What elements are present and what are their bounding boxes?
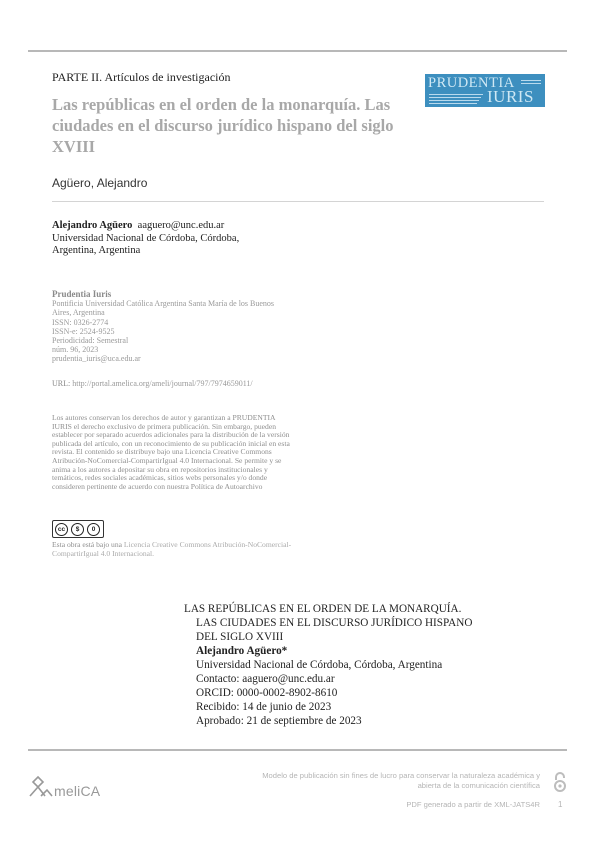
journal-info-line: ISSN-e: 2524-9525: [52, 326, 115, 336]
heading-received: Recibido: 14 de junio de 2023: [196, 701, 332, 713]
footer-rule: [28, 749, 567, 751]
author-affiliation: [52, 220, 239, 258]
logo-word-iuris: IURIS: [487, 87, 534, 106]
license-note: [52, 540, 292, 558]
footer-statement-line: abierta de la comunicación científica: [417, 780, 540, 790]
sa-icon: 0: [87, 523, 100, 536]
article-url: [52, 379, 253, 388]
author-line: Agüero, Alejandro: [52, 176, 148, 190]
journal-email-link[interactable]: prudentia_iuris@uca.edu.ar: [52, 354, 141, 364]
article-heading-block: [184, 602, 504, 728]
logo-tagline-line: [429, 97, 481, 98]
cc-license-badge-icon[interactable]: [52, 520, 104, 538]
logo-tagline-line: [429, 100, 479, 101]
journal-logo: [425, 74, 545, 107]
heading-title-line: LAS REPÚBLICAS EN EL ORDEN DE LA MONARQUÍA.: [184, 603, 462, 615]
heading-orcid: ORCID: 0000-0002-8902-8610: [196, 687, 338, 699]
license-link[interactable]: Licencia Creative Commons Atribución-NoComercial-CompartirIgual 4.0 Internacional.: [52, 540, 292, 558]
license-note-prefix: Esta obra está bajo una: [52, 540, 123, 549]
page-number: 1: [558, 800, 563, 809]
heading-contact: Contacto: aaguero@unc.edu.ar: [196, 673, 335, 685]
rights-statement: Los autores conservan los derechos de autor y garantizan a PRUDENTIA IURIS el derecho exclusivo de primera publicación. Sin embargo, pueden establecer por separado acuerdos adicionales para la distribución de la versión publicada del artículo, con un reconocimiento de su publicación inicial en esta revista. El contenido se distribuye bajo una Licencia Creative Commons Atribución-NoComercial-CompartirIgual 4.0 Internacional. Se permite y se anima a los autores a depositar su obra en repositorios institucionales y temáticos, redes sociales académicas, sitios webs personales y/o donde consideren pertinente de acuerdo con nuestra Política de Autoarchivo: [52, 413, 290, 491]
url-link[interactable]: http://portal.amelica.org/ameli/journal/797/7974659011/: [72, 379, 253, 388]
nc-icon: $: [71, 523, 84, 536]
amelica-brand-text: meliCA: [54, 783, 101, 799]
journal-info-line: Aires, Argentina: [52, 308, 105, 318]
author-divider: [52, 201, 544, 202]
logo-tagline-line: [429, 103, 477, 104]
amelica-logo: [28, 774, 138, 800]
journal-info-line: ISSN: 0326-2774: [52, 317, 109, 327]
section-label: PARTE II. Artículos de investigación: [52, 70, 231, 84]
journal-info: [52, 290, 302, 364]
journal-info-line: Pontificia Universidad Católica Argentina Santa María de los Buenos: [52, 299, 275, 309]
heading-title-line: DEL SIGLO XVIII: [196, 631, 284, 643]
affiliation-line: Universidad Nacional de Córdoba, Córdoba,: [52, 232, 240, 244]
footer-statement: [240, 771, 540, 790]
affiliation-email[interactable]: aaguero@unc.edu.ar: [137, 220, 225, 231]
heading-author: Alejandro Agüero*: [196, 645, 288, 657]
journal-info-line: núm. 96, 2023: [52, 345, 99, 355]
url-label: URL:: [52, 379, 71, 388]
footer-statement-line: Modelo de publicación sin fines de lucro para conservar la naturaleza académica y: [262, 771, 540, 780]
logo-tagline-line: [521, 83, 541, 84]
logo-tagline-line: [521, 80, 541, 81]
amelica-logo-icon: [28, 774, 54, 800]
journal-info-line: Periodicidad: Semestral: [52, 336, 129, 346]
journal-name: Prudentia Iuris: [52, 289, 112, 299]
article-title: Las repúblicas en el orden de la monarquía. Las ciudades en el discurso jurídico hispano del siglo XVIII: [52, 95, 394, 156]
heading-title-line: LAS CIUDADES EN EL DISCURSO JURÍDICO HISPANO: [196, 617, 473, 629]
heading-institution: Universidad Nacional de Córdoba, Córdoba, Argentina: [196, 659, 443, 671]
affiliation-name: Alejandro Agüero: [52, 220, 133, 231]
pdf-generation-note: PDF generado a partir de XML-JATS4R: [406, 800, 540, 809]
open-access-icon: [552, 771, 568, 793]
logo-tagline-line: [429, 94, 483, 95]
affiliation-line: Argentina, Argentina: [52, 245, 141, 256]
top-rule: [28, 50, 567, 52]
cc-icon: cc: [55, 523, 68, 536]
logo-word-prudentia: PRUDENTIA: [428, 75, 515, 91]
heading-approved: Aprobado: 21 de septiembre de 2023: [196, 715, 362, 727]
open-access-lock-icon: [552, 771, 568, 793]
